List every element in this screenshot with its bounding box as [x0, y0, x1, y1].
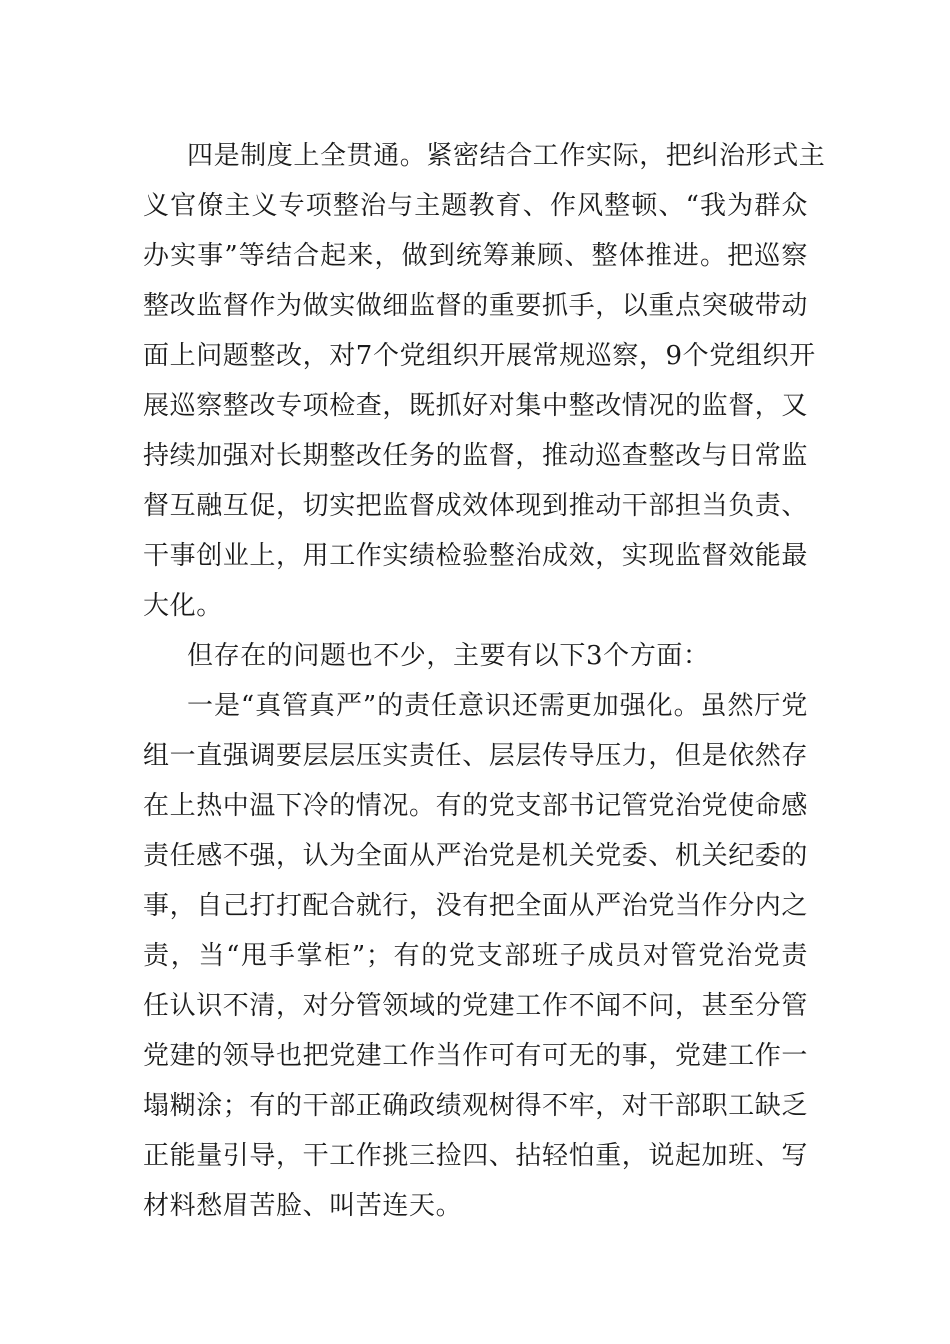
paragraph-line: 在上热中温下冷的情况。有的党支部书记管党治党使命感: [143, 791, 809, 821]
paragraph-line: 事，自己打打配合就行，没有把全面从严治党当作分内之: [143, 891, 809, 921]
paragraph-line: 四是制度上全贯通。紧密结合工作实际，把纠治形式主: [187, 141, 826, 171]
paragraph-line: 塌糊涂；有的干部正确政绩观树得不牢，对干部职工缺乏: [143, 1091, 809, 1121]
paragraph-problems-intro: [143, 631, 808, 681]
paragraph-responsibility-awareness: [143, 681, 808, 1231]
paragraph-line: 一是“真管真严”的责任意识还需更加强化。虽然厅党: [187, 691, 808, 721]
paragraph-line: 督互融互促，切实把监督成效体现到推动干部担当负责、: [143, 491, 809, 521]
paragraph-line: 办实事”等结合起来，做到统筹兼顾、整体推进。把巡察: [143, 241, 808, 271]
paragraph-line: 任认识不清，对分管领域的党建工作不闻不问，甚至分管: [143, 991, 809, 1021]
paragraph-line: 责，当“甩手掌柜”；有的党支部班子成员对管党治党责: [143, 941, 808, 971]
paragraph-line: 但存在的问题也不少，主要有以下3个方面：: [187, 641, 710, 671]
paragraph-line: 责任感不强，认为全面从严治党是机关党委、机关纪委的: [143, 841, 809, 871]
paragraph-line: 大化。: [143, 591, 223, 621]
paragraph-line: 党建的领导也把党建工作当作可有可无的事，党建工作一: [143, 1041, 809, 1071]
paragraph-line: 展巡察整改专项检查，既抓好对集中整改情况的监督，又: [143, 391, 809, 421]
paragraph-line: 干事创业上，用工作实绩检验整治成效，实现监督效能最: [143, 541, 809, 571]
paragraph-institutional-integration: [143, 131, 826, 631]
paragraph-line: 组一直强调要层层压实责任、层层传导压力，但是依然存: [143, 741, 809, 771]
document-body: [143, 131, 826, 1231]
paragraph-line: 义官僚主义专项整治与主题教育、作风整顿、“我为群众: [143, 191, 808, 221]
paragraph-line: 材料愁眉苦脸、叫苦连天。: [143, 1191, 463, 1221]
paragraph-line: 整改监督作为做实做细监督的重要抓手，以重点突破带动: [143, 291, 809, 321]
paragraph-line: 正能量引导，干工作挑三捡四、拈轻怕重，说起加班、写: [143, 1141, 809, 1171]
paragraph-line: 持续加强对长期整改任务的监督，推动巡查整改与日常监: [143, 441, 809, 471]
paragraph-line: 面上问题整改，对7个党组织开展常规巡察，9个党组织开: [143, 341, 816, 371]
